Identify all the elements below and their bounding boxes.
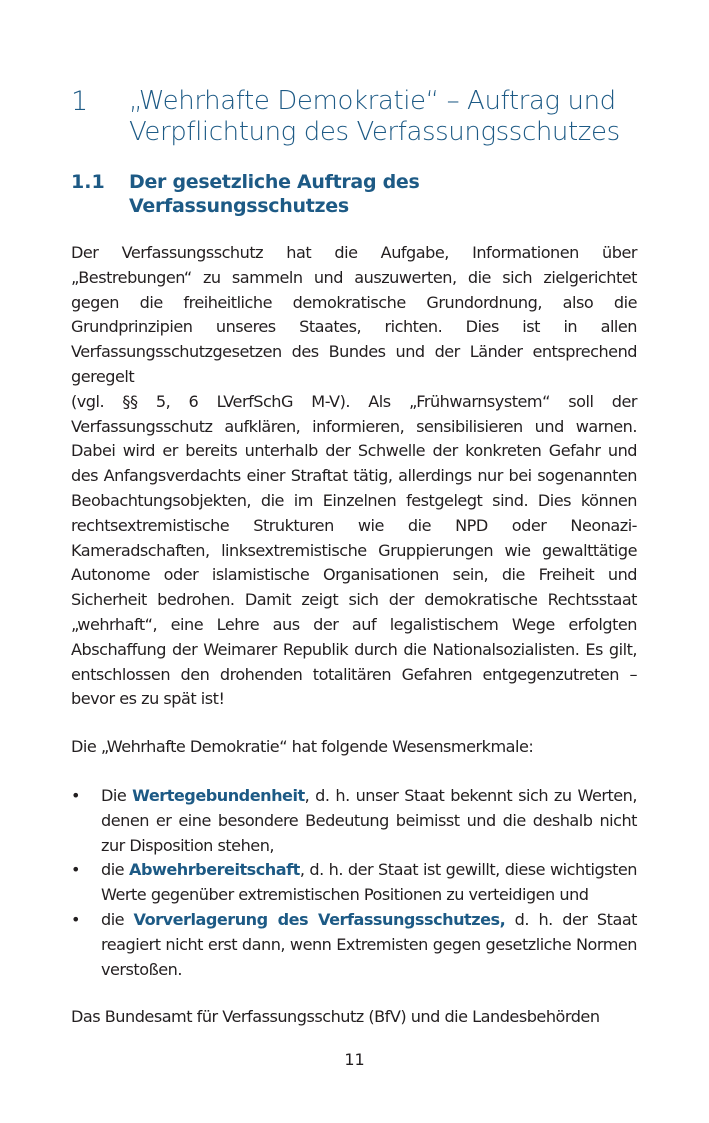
list-item	[71, 908, 637, 982]
chapter-heading	[71, 86, 637, 148]
chapter-title-line-1: „Wehrhafte Demokratie“ – Auftrag und	[129, 86, 616, 116]
item-text: , d. h. unser Staat bekennt sich zu Werten, denen er eine besondere Bedeutung beimisst und die deshalb nicht zur Disposition stehen,	[101, 785, 637, 855]
page-content	[71, 86, 637, 1030]
list-item	[71, 784, 637, 858]
chapter-number: 1	[71, 86, 89, 117]
bullet-marker: •	[71, 909, 80, 929]
paragraph-mandate	[71, 241, 637, 712]
bullet-marker: •	[71, 785, 80, 805]
item-lead: Die	[101, 785, 133, 805]
item-text: d. h. der Staat reagiert nicht erst dann, wenn Extremisten gegen gesetzliche Normen verstoßen.	[101, 909, 637, 979]
section-heading	[71, 170, 637, 218]
item-lead: die	[101, 909, 134, 929]
chapter-title	[129, 86, 620, 148]
item-lead: die	[101, 860, 130, 880]
item-term: Abwehrbereitschaft	[129, 860, 300, 880]
item-term: Vorverlagerung des Verfassungsschutzes,	[133, 909, 506, 929]
page-number: 11	[344, 1050, 365, 1069]
paragraph-authorities: Das Bundesamt für Verfassungsschutz (BfV) und die Landesbehörden	[71, 1007, 600, 1027]
list-item	[71, 858, 637, 908]
chapter-title-line-2: Verpflichtung des Verfassungsschutzes	[129, 117, 620, 147]
item-term: Wertegebundenheit	[132, 785, 305, 805]
item-text: , d. h. der Staat ist gewillt, diese wichtigsten Werte gegenüber extremistischen Positionen zu verteidigen und	[101, 860, 637, 905]
paragraph-mandate-part-2: (vgl. §§ 5, 6 LVerfSchG M-V). Als „Frühwarnsystem“ soll der Verfassungsschutz aufklären, informieren, sensibilisieren und warnen. Dabei wird er bereits unterhalb der Schwelle der konkreten Gefahr und des Anfangsverdachts einer Straftat tätig, allerdings nur bei sogenannten Beobachtungsobjekten, die im Einzelnen festgelegt sind. Dies können rechtsextremistische Strukturen wie die NPD oder Neonazi-Kameradschaften, linksextremistische Gruppierungen wie gewalttätige Autonome oder islamistische Organisationen sein, die Freiheit und Sicherheit bedrohen. Damit zeigt sich der demokratische Rechtsstaat „wehrhaft“, eine Lehre aus der auf legalistischem Wege erfolgten Abschaffung der Weimarer Republik durch die Nationalsozialisten. Es gilt, entschlossen den drohenden totalitären Gefahren entgegenzutreten – bevor es zu spät ist!	[71, 391, 637, 709]
bullet-marker: •	[71, 860, 80, 880]
paragraph-features-intro: Die „Wehrhafte Demokratie“ hat folgende Wesensmerkmale:	[71, 737, 534, 757]
features-list	[71, 784, 637, 982]
paragraph-mandate-part-1: Der Verfassungsschutz hat die Aufgabe, Informationen über „Bestrebungen“ zu sammeln und auszuwerten, die sich zielgerichtet gegen die freiheitliche demokratische Grundordnung, also die Grundprinzipien unseres Staates, richten. Dies ist in allen Verfassungsschutzgesetzen des Bundes und der Länder entsprechend geregelt	[71, 243, 637, 386]
section-number: 1.1	[71, 171, 105, 193]
section-title: Der gesetzliche Auftrag des Verfassungsschutzes	[129, 171, 420, 217]
